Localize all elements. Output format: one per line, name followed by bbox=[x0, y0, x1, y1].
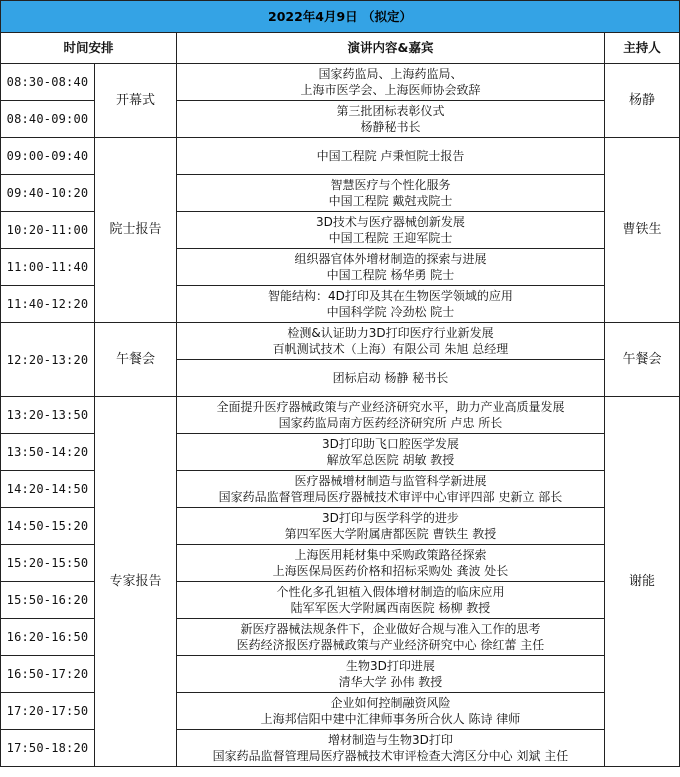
talk-title: 国家药监局、上海药监局、 bbox=[318, 67, 463, 81]
session-academician: 院士报告 bbox=[95, 138, 177, 323]
content-cell bbox=[177, 545, 605, 582]
talk-title: 3D技术与医疗器械创新发展 bbox=[316, 215, 465, 229]
talk-speaker: 上海医保局医药价格和招标采购处 龚波 处长 bbox=[272, 564, 509, 578]
time-cell: 17:50-18:20 bbox=[1, 730, 95, 767]
content-cell bbox=[177, 693, 605, 730]
talk-speaker: 第四军医大学附属唐都医院 曹铁生 教授 bbox=[284, 527, 497, 541]
session-expert: 专家报告 bbox=[95, 397, 177, 767]
title-row bbox=[1, 1, 680, 33]
session-opening: 开幕式 bbox=[95, 64, 177, 138]
content-cell bbox=[177, 582, 605, 619]
time-cell: 15:20-15:50 bbox=[1, 545, 95, 582]
talk-title: 3D打印与医学科学的进步 bbox=[322, 511, 459, 525]
talk-title: 中国工程院 卢秉恒院士报告 bbox=[316, 149, 465, 163]
content-cell bbox=[177, 730, 605, 767]
talk-title: 增材制造与生物3D打印 bbox=[328, 733, 453, 747]
table-row bbox=[1, 323, 680, 360]
time-cell: 16:20-16:50 bbox=[1, 619, 95, 656]
talk-speaker: 中国工程院 王迎军院士 bbox=[328, 231, 453, 245]
host-lunch: 午餐会 bbox=[605, 323, 680, 397]
talk-speaker: 杨静秘书长 bbox=[360, 120, 421, 134]
time-cell: 13:50-14:20 bbox=[1, 434, 95, 471]
time-cell: 15:50-16:20 bbox=[1, 582, 95, 619]
talk-speaker: 解放军总医院 胡敏 教授 bbox=[326, 453, 455, 467]
content-cell bbox=[177, 656, 605, 693]
time-cell: 10:20-11:00 bbox=[1, 212, 95, 249]
content-cell bbox=[177, 101, 605, 138]
talk-title: 组织器官体外增材制造的探索与进展 bbox=[294, 252, 487, 266]
talk-speaker: 中国工程院 戴尅戎院士 bbox=[328, 194, 453, 208]
talk-title: 新医疗器械法规条件下，企业做好合规与准入工作的思考 bbox=[240, 622, 541, 636]
talk-title: 3D打印助飞口腔医学发展 bbox=[322, 437, 459, 451]
talk-speaker: 国家药品监督管理局医疗器械技术审评检查大湾区分中心 刘斌 主任 bbox=[212, 749, 569, 763]
time-cell: 08:30-08:40 bbox=[1, 64, 95, 101]
content-cell bbox=[177, 138, 605, 175]
time-cell: 13:20-13:50 bbox=[1, 397, 95, 434]
talk-speaker: 医药经济报医疗器械政策与产业经济研究中心 徐红蕾 主任 bbox=[236, 638, 545, 652]
content-cell bbox=[177, 212, 605, 249]
host-academician: 曹铁生 bbox=[605, 138, 680, 323]
talk-title: 团标启动 杨静 秘书长 bbox=[332, 371, 449, 385]
talk-title: 智能结构：4D打印及其在生物医学领域的应用 bbox=[268, 289, 513, 303]
time-cell: 08:40-09:00 bbox=[1, 101, 95, 138]
content-cell bbox=[177, 471, 605, 508]
table-row bbox=[1, 138, 680, 175]
header-content: 演讲内容&嘉宾 bbox=[177, 33, 605, 64]
content-cell bbox=[177, 397, 605, 434]
content-cell bbox=[177, 249, 605, 286]
host-opening: 杨静 bbox=[605, 64, 680, 138]
talk-speaker: 中国科学院 冷劲松 院士 bbox=[326, 305, 455, 319]
time-cell: 11:40-12:20 bbox=[1, 286, 95, 323]
talk-title: 企业如何控制融资风险 bbox=[330, 696, 451, 710]
talk-speaker: 陆军军医大学附属西南医院 杨柳 教授 bbox=[290, 601, 491, 615]
content-cell bbox=[177, 508, 605, 545]
talk-title: 第三批团标表彰仪式 bbox=[336, 104, 445, 118]
talk-speaker: 百帆测试技术（上海）有限公司 朱旭 总经理 bbox=[272, 342, 509, 356]
content-cell bbox=[177, 175, 605, 212]
time-cell: 12:20-13:20 bbox=[1, 323, 95, 397]
talk-title: 检测&认证助力3D打印医疗行业新发展 bbox=[287, 326, 494, 340]
content-cell bbox=[177, 434, 605, 471]
talk-title: 个性化多孔钽植入假体增材制造的临床应用 bbox=[276, 585, 505, 599]
session-lunch: 午餐会 bbox=[95, 323, 177, 397]
talk-speaker: 上海邦信阳中建中汇律师事务所合伙人 陈诗 律师 bbox=[260, 712, 521, 726]
time-cell: 11:00-11:40 bbox=[1, 249, 95, 286]
table-row bbox=[1, 64, 680, 101]
talk-title: 生物3D打印进展 bbox=[346, 659, 435, 673]
content-cell bbox=[177, 286, 605, 323]
content-cell bbox=[177, 323, 605, 360]
talk-title: 全面提升医疗器械政策与产业经济研究水平，助力产业高质量发展 bbox=[216, 400, 565, 414]
time-cell: 17:20-17:50 bbox=[1, 693, 95, 730]
talk-speaker: 中国工程院 杨华勇 院士 bbox=[326, 268, 455, 282]
time-cell: 09:40-10:20 bbox=[1, 175, 95, 212]
header-row bbox=[1, 33, 680, 64]
talk-speaker: 国家药品监督管理局医疗器械技术审评中心审评四部 史新立 部长 bbox=[218, 490, 563, 504]
talk-speaker: 国家药监局南方医药经济研究所 卢忠 所长 bbox=[278, 416, 503, 430]
host-expert: 谢能 bbox=[605, 397, 680, 767]
talk-title: 智慧医疗与个性化服务 bbox=[330, 178, 451, 192]
content-cell bbox=[177, 64, 605, 101]
schedule-title: 2022年4月9日 （拟定） bbox=[1, 1, 680, 33]
time-cell: 09:00-09:40 bbox=[1, 138, 95, 175]
talk-title: 医疗器械增材制造与监管科学新进展 bbox=[294, 474, 487, 488]
time-cell: 16:50-17:20 bbox=[1, 656, 95, 693]
time-cell: 14:20-14:50 bbox=[1, 471, 95, 508]
time-cell: 14:50-15:20 bbox=[1, 508, 95, 545]
talk-speaker: 清华大学 孙伟 教授 bbox=[338, 675, 443, 689]
header-time: 时间安排 bbox=[1, 33, 177, 64]
talk-speaker: 上海市医学会、上海医师协会致辞 bbox=[300, 83, 481, 97]
header-host: 主持人 bbox=[605, 33, 680, 64]
content-cell bbox=[177, 619, 605, 656]
table-row bbox=[1, 397, 680, 434]
talk-title: 上海医用耗材集中采购政策路径探索 bbox=[294, 548, 487, 562]
content-cell bbox=[177, 360, 605, 397]
